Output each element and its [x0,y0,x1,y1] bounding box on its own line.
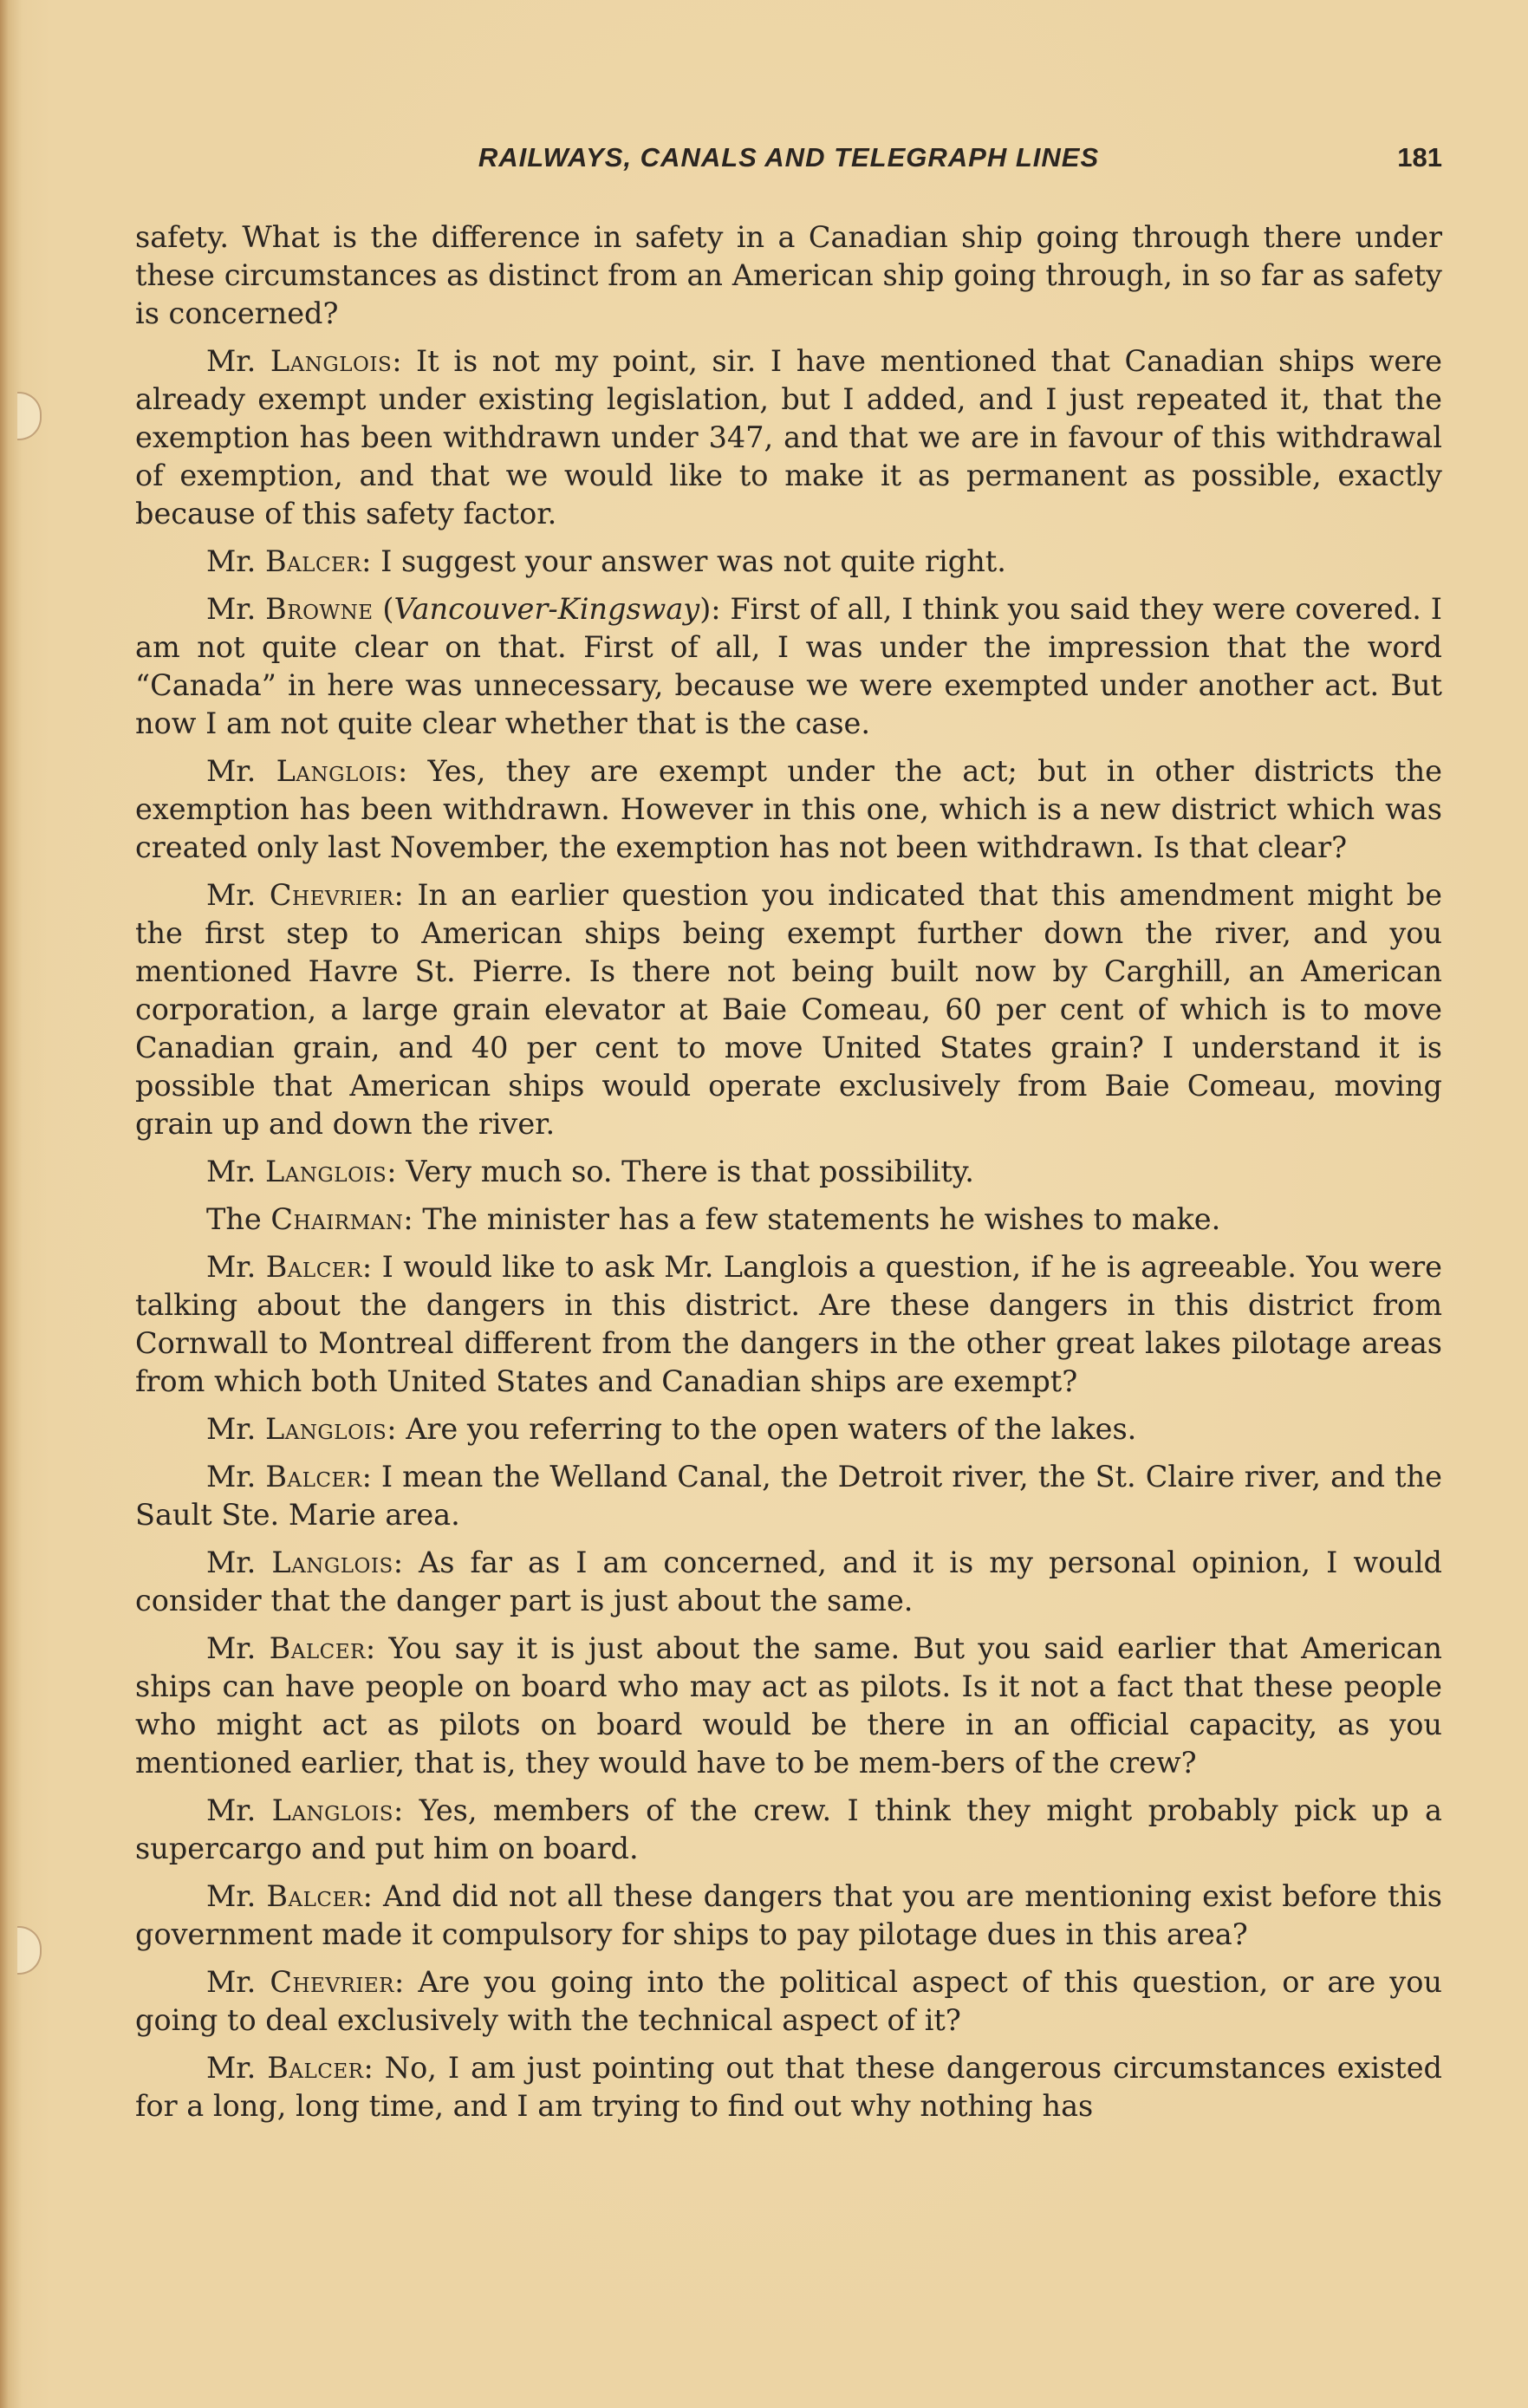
paragraph [135,218,1442,333]
speaker-prefix: Mr. [206,1793,257,1827]
speaker-name: Balcer [265,1250,362,1284]
paragraph-text: : First of all, I think you said they were covered. I am not quite clear on that. First of all, I was under the impression that the word “Canada” in here was unnecessary, because we were exempted under another act. But now I am not quite clear whether that is the case. [135,592,1442,740]
paragraph [135,1544,1442,1620]
paragraph-text: : Yes, they are exempt under the act; but in other districts the exemption has been withdrawn. However in this one, which is a new district which was created only last November, the exemption has not been withdrawn. Is that clear? [135,754,1442,864]
speaker-name: Balcer [266,1879,363,1913]
paragraph [135,1878,1442,1954]
paragraph-text: : Yes, members of the crew. I think they might probably pick up a supercargo and put him on board. [135,1793,1442,1865]
paragraph-text: : Are you going into the political aspect of this question, or are you going to deal exclusively with the technical aspect of it? [135,1965,1442,2037]
speaker-prefix: Mr. [206,754,257,788]
speaker-prefix: Mr. [206,344,257,378]
speaker-name: Balcer [265,1460,362,1494]
paragraph-text: safety. What is the difference in safety in a Canadian ship going through there under these circumstances as distinct from an American ship going through, in so far as safety is concerned? [135,220,1442,330]
speaker-name: Langlois [264,1155,387,1188]
speaker-prefix: Mr. [206,1631,257,1665]
binding-hole-bottom [17,1926,42,1975]
speaker-prefix: Mr. [206,1879,257,1913]
speaker-prefix: Mr. [206,1412,257,1446]
speaker-name: Balcer [269,1631,366,1665]
paragraph-text: : I would like to ask Mr. Langlois a question, if he is agreeable. You were talking about the dangers in this district. Are these dangers in this district from Cornwall to Montreal different from the dangers in the other great lakes pilotage areas from which both United States and Canadian ships are exempt? [135,1250,1442,1398]
speaker-name: Chevrier [269,878,394,912]
paragraph [135,1153,1442,1191]
paragraph [135,1458,1442,1534]
transcript-body [135,218,1442,2135]
speaker-name: Chevrier [270,1965,394,1999]
paragraph-text: : You say it is just about the same. But you said earlier that American ships can have people on board who may act as pilots. Is it not a fact that these people who might act as pilots on board would be there in an official capacity, as you mentioned earlier, that is, they would have to be mem-bers of the crew? [135,1631,1443,1780]
speaker-riding: Vancouver-Kingsway [393,592,700,626]
paragraph [135,1410,1442,1448]
paragraph [135,1792,1442,1868]
paragraph [135,543,1442,581]
speaker-prefix: Mr. [206,2051,257,2085]
speaker-prefix: Mr. [206,592,257,626]
paragraph [135,2049,1442,2125]
paragraph [135,1201,1442,1239]
paragraph-text: : As far as I am concerned, and it is my personal opinion, I would consider that the danger part is just about the same. [135,1546,1442,1617]
speaker-name: Balcer [264,544,362,578]
page-number: 181 [1397,142,1442,172]
paragraph-text: : And did not all these dangers that you are mentioning exist before this government made it compulsory for ships to pay pilotage dues in this area? [135,1879,1442,1951]
paragraph-text: : It is not my point, sir. I have mentioned that Canadian ships were already exempt under existing legislation, but I added, and I just repeated it, that the exemption has been withdrawn under 347, and that we are in favour of this withdrawal of exemption, and that we would like to make it as permanent as possible, exactly because of this safety factor. [135,344,1442,530]
speaker-prefix: Mr. [206,1460,257,1494]
running-header [135,137,1442,185]
paragraph-text: : Are you referring to the open waters of the lakes. [387,1412,1137,1446]
paragraph-text: : I suggest your answer was not quite right. [361,544,1006,578]
speaker-prefix: Mr. [206,544,257,578]
paragraph-text: : I mean the Welland Canal, the Detroit river, the St. Claire river, and the Sault Ste. Marie area. [135,1460,1442,1532]
paragraph-text: : In an earlier question you indicated that this amendment might be the first step to American ships being exempt further down the river, and you mentioned Havre St. Pierre. Is there not being built now by Carghill, an American corporation, a large grain elevator at Baie Comeau, 60 per cent of which is to move Canadian grain, and 40 per cent to move United States grain? I understand it is possible that American ships would operate exclusively from Baie Comeau, moving grain up and down the river. [135,878,1443,1141]
paragraph-text: : Very much so. There is that possibility. [387,1155,974,1188]
speaker-prefix: The [206,1202,262,1236]
paragraph [135,1963,1442,2040]
speaker-prefix: Mr. [206,1965,257,1999]
paragraph [135,342,1442,533]
speaker-prefix: Mr. [206,878,257,912]
speaker-name: Langlois [271,1546,393,1579]
paragraph [135,1248,1442,1401]
binding-hole-top [17,392,42,440]
speaker-prefix: Mr. [206,1546,257,1579]
running-title: RAILWAYS, CANALS AND TELEGRAPH LINES [478,142,1100,172]
speaker-name: Langlois [276,754,398,788]
paragraph-text: : No, I am just pointing out that these dangerous circumstances existed for a long, long time, and I am trying to find out why nothing has [135,2051,1442,2123]
speaker-name: Langlois [264,1412,387,1446]
paragraph [135,752,1442,867]
speaker-name: Balcer [267,2051,364,2085]
paragraph: Mr. Browne (Vancouver-Kingsway): First of all, I think you said they were covered. I am not quite clear on that. First of all, I was under the impression that the word “Canada” in here was unnecessary, because we were exempted under another act. But now I am not quite clear whether that is the case. [135,592,1442,740]
speaker-name: Langlois [270,344,393,378]
speaker-name: Browne [265,592,374,626]
speaker-name: Langlois [271,1793,393,1827]
paragraph [135,1630,1442,1782]
speaker-name: Chairman [270,1202,404,1236]
paragraph-text: : The minister has a few statements he wishes to make. [403,1202,1221,1236]
speaker-prefix: Mr. [206,1250,257,1284]
paragraph [135,876,1442,1143]
speaker-prefix: Mr. [206,1155,257,1188]
